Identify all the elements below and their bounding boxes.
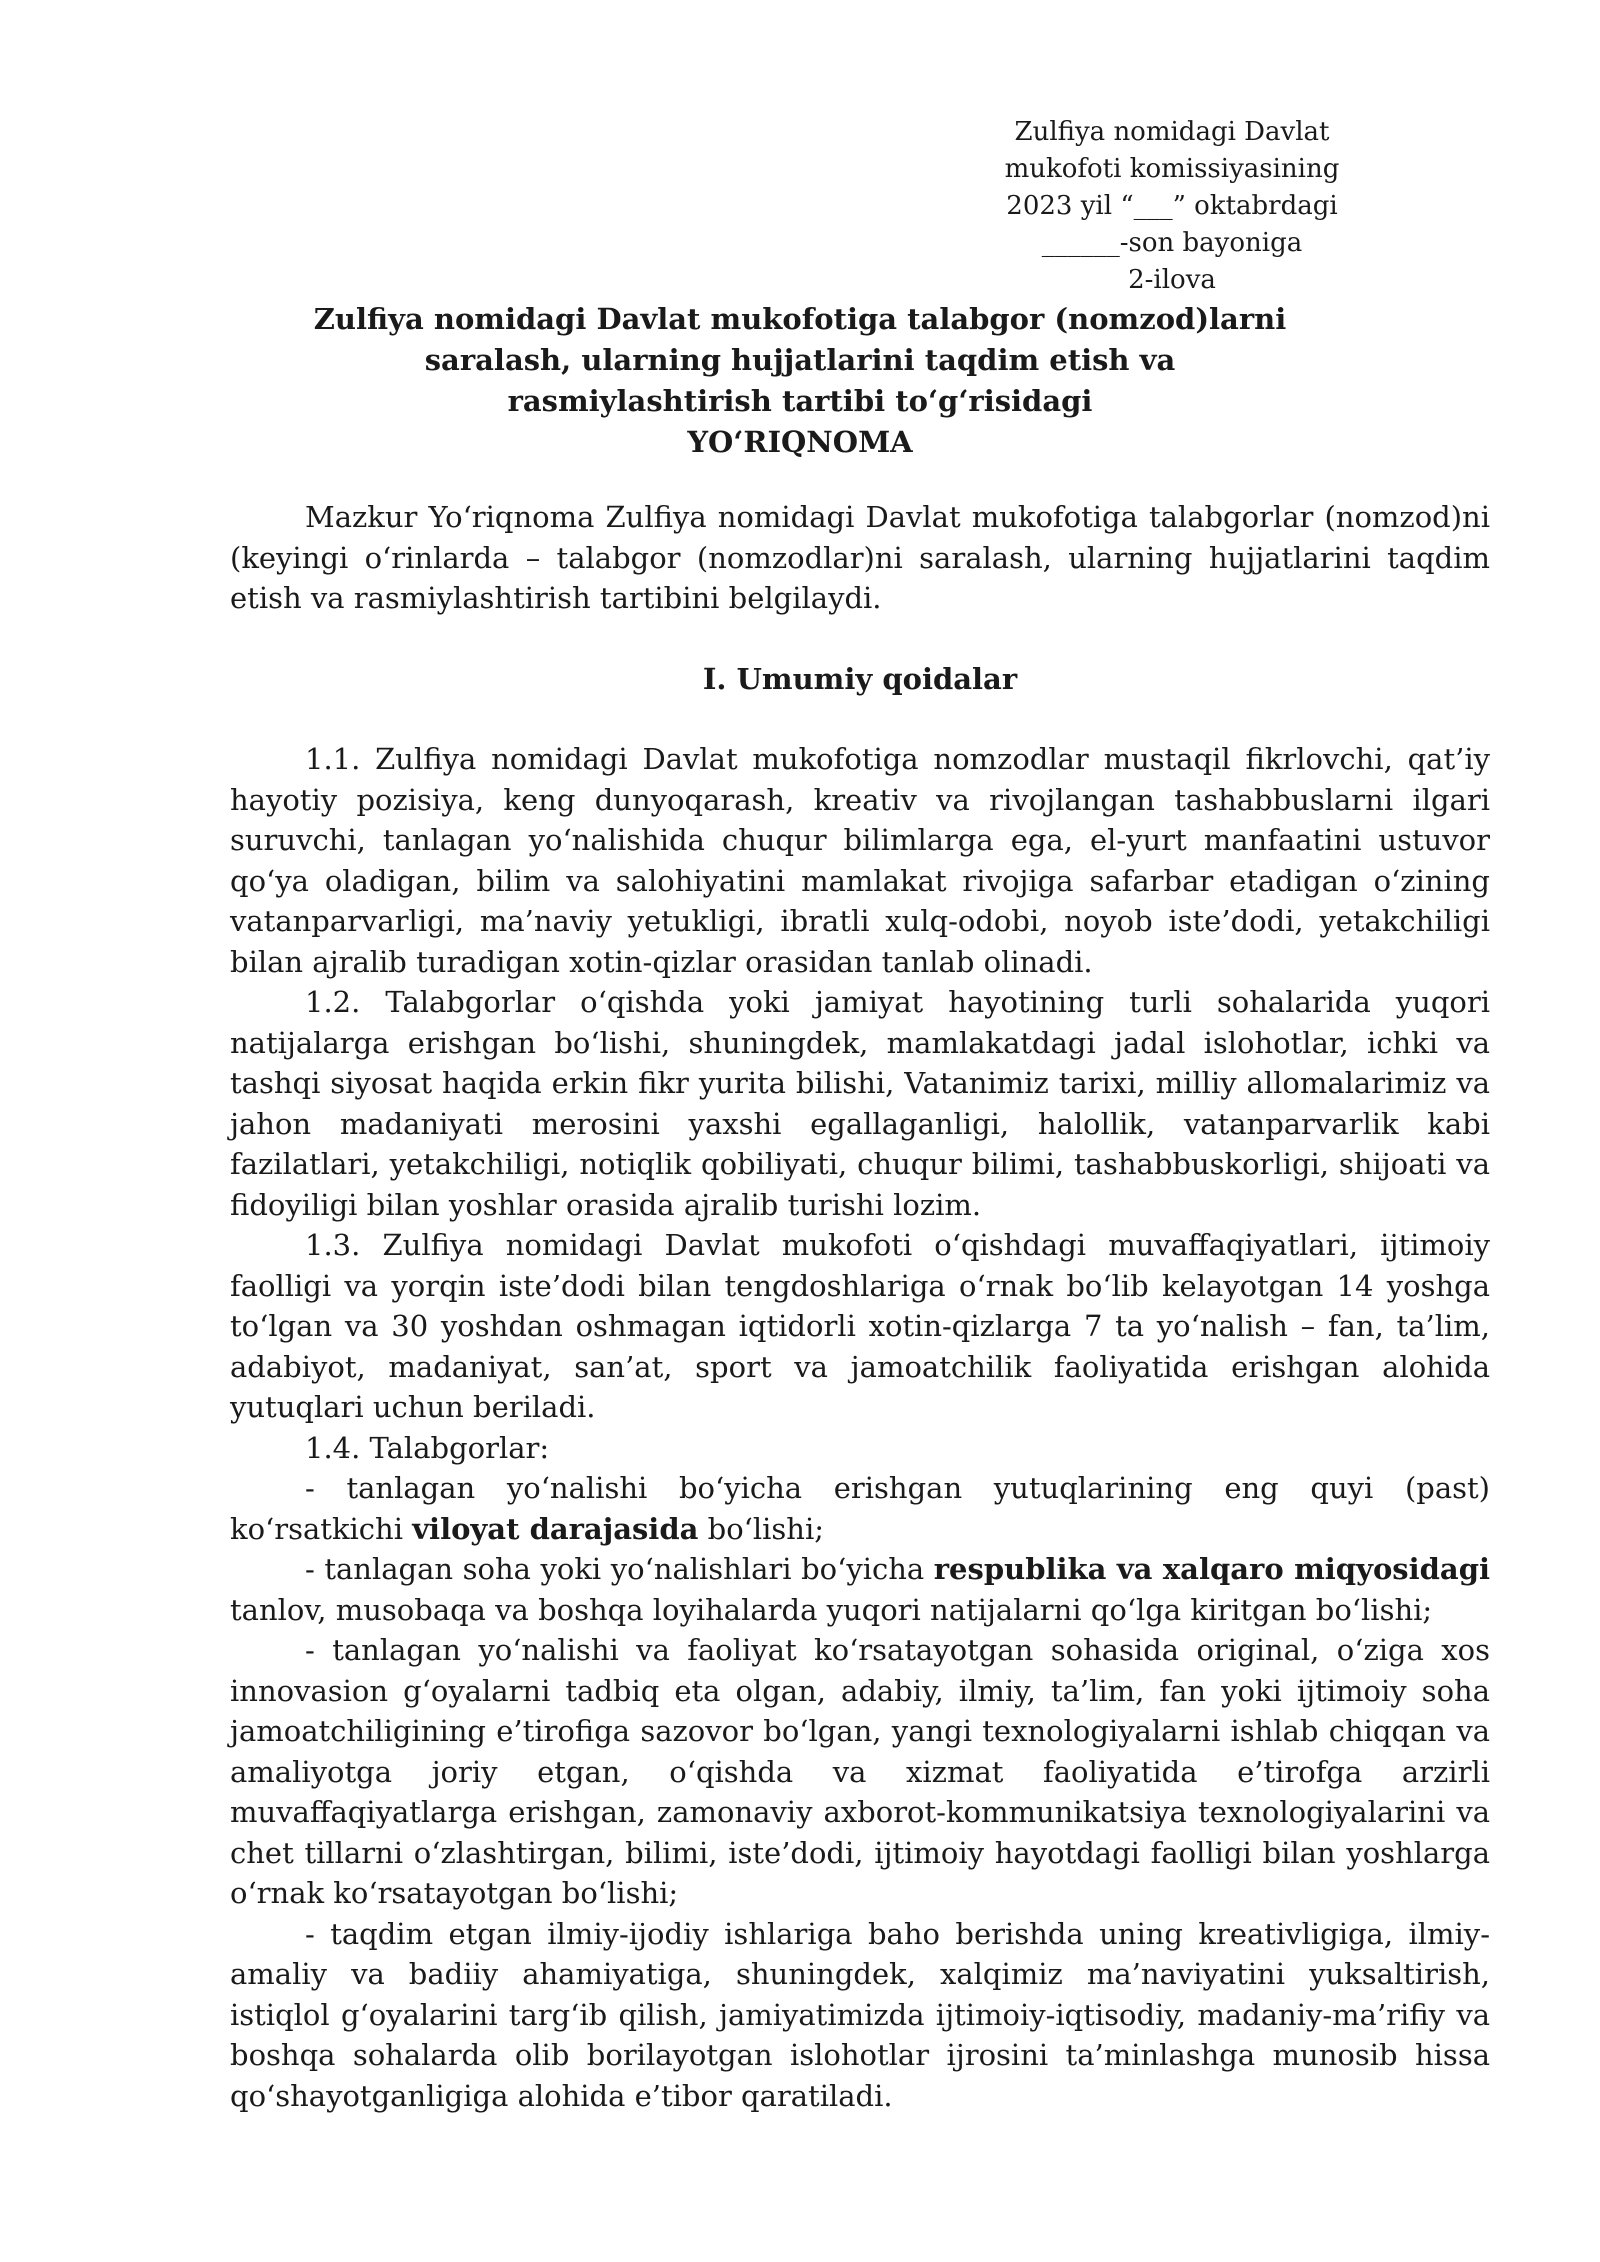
bullet-2-tail: tanlov, musobaqa va boshqa loyihalarda yuqori natijalarni qo‘lga kiritgan bo‘lishi; [230,1592,1433,1627]
bullet-1-bold: viloyat darajasida [412,1511,699,1546]
stamp-line-5: 2-ilova [1128,265,1216,295]
title-line-4: YO‘RIQNOMA [687,425,913,459]
title-line-2: saralash, ularning hujjatlarini taqdim etish va [424,343,1176,377]
bullet-item-2 [230,1549,1490,1630]
title-line-1: Zulfiya nomidagi Davlat mukofotiga talabgor (nomzod)larni [313,302,1287,336]
paragraph-1-2: 1.2. Talabgorlar o‘qishda yoki jamiyat hayotining turli sohalarida yuqori natijalarga erishgan bo‘lishi, shuningdek, mamlakatdagi jadal islohotlar, ichki va tashqi siyosat haqida erkin fikr yurita bilishi, Vatanimiz tarixi, milliy allomalarimiz va jahon madaniyati merosini yaxshi egallaganligi, halollik, vatanparvarlik kabi fazilatlari, yetakchiligi, notiqlik qobiliyati, chuqur bilimi, tashabbuskorligi, shijoati va fidoyiligi bilan yoshlar orasida ajralib turishi lozim. [230,985,1490,1222]
paragraph-1-1: 1.1. Zulfiya nomidagi Davlat mukofotiga nomzodlar mustaqil fikrlovchi, qat’iy hayotiy pozisiya, keng dunyoqarash, kreativ va rivojlangan tashabbuslarni ilgari suruvchi, tanlagan yo‘nalishida chuqur bilimlarga ega, el-yurt manfaatini ustuvor qo‘ya oladigan, bilim va salohiyatini mamlakat rivojiga safarbar etadigan o‘zining vatanparvarligi, ma’naviy yetukligi, ibratli xulq-odobi, noyob iste’dodi, yetakchiligi bilan ajralib turadigan xotin-qizlar orasidan tanlab olinadi. [230,742,1490,979]
bullet-2-bold: respublika va xalqaro miqyosidagi [933,1552,1490,1586]
stamp-line-4: ______-son bayoniga [1041,228,1303,258]
stamp-line-1: Zulfiya nomidagi Davlat [1014,117,1330,147]
stamp-line-3: 2023 yil “___” oktabrdagi [1006,191,1338,221]
stamp-line-2: mukofoti komissiyasining [1004,154,1340,184]
bullet-1-text: - tanlagan yo‘nalishi bo‘yicha erishgan yutuqlarining eng quyi (past) ko‘rsatkichi [230,1471,1490,1546]
bullet-item-4: - taqdim etgan ilmiy-ijodiy ishlariga baho berishda uning kreativligiga, ilmiy-amaliy va badiiy ahamiyatiga, shuningdek, xalqimiz ma’naviyatini yuksaltirish, istiqlol g‘oyalarini targ‘ib qilish, jamiyatimizda ijtimoiy-iqtisodiy, madaniy-ma’rifiy va boshqa sohalarda olib borilayotgan islohotlar ijrosini ta’minlashga munosib hissa qo‘shayotganligiga alohida e’tibor qaratiladi. [230,1916,1490,2113]
document-title [230,299,1370,463]
document-body [230,497,1490,2116]
section-heading: I. Umumiy qoidalar [702,661,1018,696]
title-line-3: rasmiylashtirish tartibi to‘g‘risidagi [507,384,1093,418]
bullet-item-1 [230,1468,1490,1549]
intro-paragraph: Mazkur Yo‘riqnoma Zulfiya nomidagi Davlat mukofotiga talabgorlar (nomzod)ni (keyingi o‘rinlarda – talabgor (nomzodlar)ni saralash, ularning hujjatlarini taqdim etish va rasmiylashtirish tartibini belgilaydi. [230,500,1490,615]
appendix-stamp [1002,114,1342,299]
paragraph-1-4: 1.4. Talabgorlar: [305,1430,550,1465]
bullet-2-text: - tanlagan soha yoki yo‘nalishlari bo‘yicha [305,1552,934,1586]
bullet-1-tail: bo‘lishi; [698,1511,825,1546]
paragraph-1-3: 1.3. Zulfiya nomidagi Davlat mukofoti o‘qishdagi muvaffaqiyatlari, ijtimoiy faolligi va yorqin iste’dodi bilan tengdoshlariga o‘rnak bo‘lib kelayotgan 14 yoshga to‘lgan va 30 yoshdan oshmagan iqtidorli xotin-qizlarga 7 ta yo‘nalish – fan, ta’lim, adabiyot, madaniyat, san’at, sport va jamoatchilik faoliyatida erishgan alohida yutuqlari uchun beriladi. [230,1228,1490,1424]
bullet-item-3: - tanlagan yo‘nalishi va faoliyat ko‘rsatayotgan sohasida original, o‘ziga xos innovasion g‘oyalarni tadbiq eta olgan, adabiy, ilmiy, ta’lim, fan yoki ijtimoiy soha jamoatchiligining e’tirofiga sazovor bo‘lgan, yangi texnologiyalarni ishlab chiqqan va amaliyotga joriy etgan, o‘qishda va xizmat faoliyatida e’tirofga arzirli muvaffaqiyatlarga erishgan, zamonaviy axborot-kommunikatsiya texnologiyalarini va chet tillarni o‘zlashtirgan, bilimi, iste’dodi, ijtimoiy hayotdagi faolligi bilan yoshlarga o‘rnak ko‘rsatayotgan bo‘lishi; [230,1633,1490,1910]
